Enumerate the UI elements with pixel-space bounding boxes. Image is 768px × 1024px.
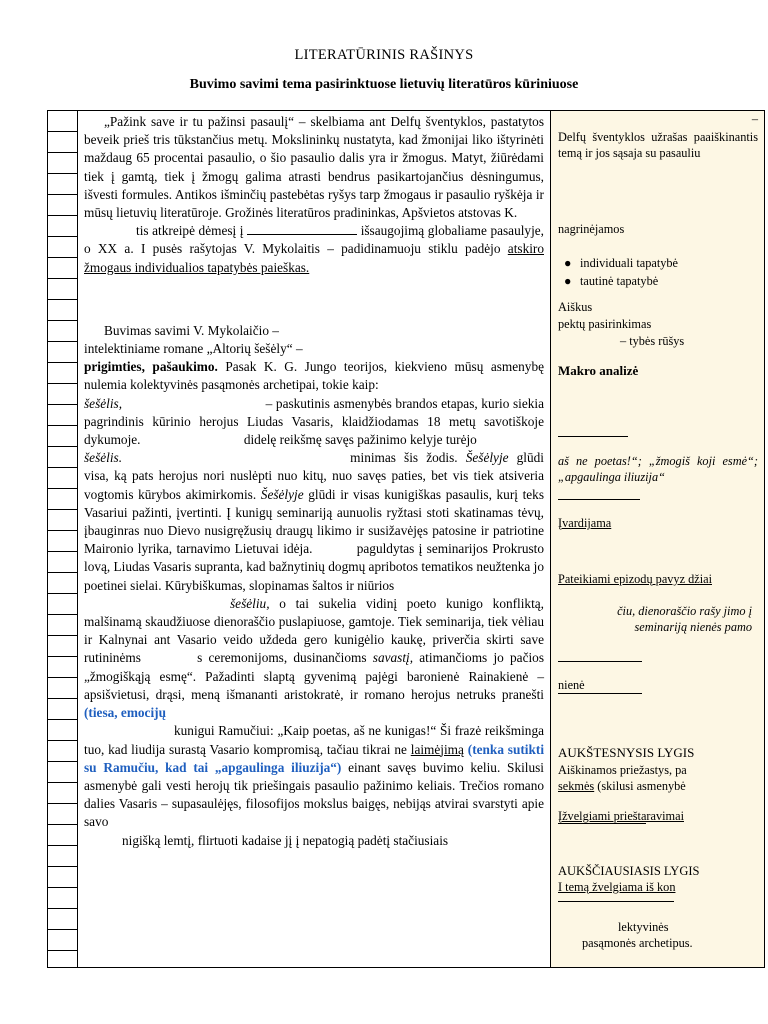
line-cell [47, 573, 77, 594]
side-comment: – tybės rūšys [620, 334, 685, 348]
side-bullet-2: ● tautinė tapatybė [564, 274, 659, 288]
side-comment-themes: nagrinėjamos [558, 222, 625, 236]
line-cell [47, 405, 77, 426]
intro-text-2: tis atkreipė dėmesį į [136, 223, 244, 239]
side-blank-line [558, 823, 646, 824]
side-comment-quote: aš ne poetas!“; „žmogiš koji esmė“; „apgaulinga iliuzija“ [558, 454, 758, 484]
side-bullet-1-text: individuali tapatybė [580, 256, 679, 270]
side-blank-line [558, 661, 642, 662]
side-comment: Įvardijama [558, 516, 612, 530]
line-cell [47, 846, 77, 867]
line-cell [47, 174, 77, 195]
side-comment: Pateikiami epizodų pavyz džiai [558, 572, 712, 586]
analysis-text: paguldytas į seminarijos Prokrusto lovą, Liudas Vasaris supranta, kad bažnytinių dogmų apribotos tematikos neužtenka jo poetinei sielai. Kūrybiškumas, slopinamas šaltos ir niūrios [84, 541, 544, 593]
line-cell [47, 153, 77, 174]
analysis-text: kunigui Ramučiui: „Kaip poetas, aš ne kunigas!“ Ši frazė reikšminga tuo, kad liudija surastą Vasario kompromisą, tačiau tikrai ne [84, 723, 544, 757]
line-cell [47, 426, 77, 447]
document-title: LITERATŪRINIS RAŠINYS [294, 47, 474, 63]
line-cell [47, 636, 77, 657]
analysis-bold: prigimties, pašaukimo. [84, 359, 218, 375]
side-comment: (skilusi asmenybė [597, 779, 686, 793]
side-blank-line [558, 901, 674, 902]
line-cell [47, 552, 77, 573]
line-cell [47, 342, 77, 363]
line-cell [47, 762, 77, 783]
line-cell [47, 384, 77, 405]
line-cell [47, 279, 77, 300]
line-cell [47, 489, 77, 510]
line-cell [47, 510, 77, 531]
underlined-term: laimėjimą [410, 741, 464, 757]
side-underlined: sekmės [558, 779, 595, 793]
side-comment: Aiškinamos priežastys, pa [558, 763, 687, 777]
side-blank-line [558, 693, 642, 694]
side-dash: – [751, 112, 758, 126]
line-cell [47, 930, 77, 951]
line-cell [47, 531, 77, 552]
margin-comments-column [551, 111, 764, 967]
side-heading-macro: Makro analizė [558, 363, 639, 378]
side-blank-line [558, 499, 640, 500]
line-cell [47, 615, 77, 636]
line-cell [47, 468, 77, 489]
intro-underlined: atskiro žmogaus individualios tapatybės paieškas. [84, 241, 544, 275]
analysis-text: minimas šis žodis. [350, 450, 458, 466]
line-cell [47, 678, 77, 699]
analysis-line2: intelektiniame romane „Altorių šešėly“ – [84, 341, 303, 357]
line-cell [47, 720, 77, 741]
side-comment: čiu, dienoraščio rašy jimo į seminariją nienės pamo [617, 604, 752, 634]
side-comment: Įžvelgiami prieštaravimai [558, 809, 684, 823]
intro-text: „Pažink save ir tu pažinsi pasaulį“ – skelbiama ant Delfų šventyklos, pastatytos beveik prieš tris tūkstančius metų. Mokslininkų nustatyta, kad žmonijai liko ištyrinėti maždaug 65 procentai pasaulio, o šio pasaulio dalis yra ir žmogus. Matyt, žiūrėdami tiek į gamtą, tiek į žmogų galima atrasti bendrus pasikartojančius dėsningumus, išvesti formules. Antikos išminčių pastebėtas ryšys tarp žmogaus ir pasaulio ryškėja ir mūsų lietuvių literatūroje. Grožinės literatūros pradininkas, Apšvietos atstovas K. [84, 114, 544, 221]
line-cell [47, 258, 77, 279]
analysis-text: o tai sukelia vidinį poeto kunigo konfliktą, malšinamą skaudžiuose dienoraščio puslapiuose, gamtoje. Tiek seminarija, tiek vėliau ir Kalnynai ant Vasario veido uždeda gero kunigėlio kaukę, priverčia skirti save rutininėms [84, 595, 545, 666]
analysis-text: atimančioms jo pačios „žmogiškąją esmę“. Pažadinti slaptą gyvenimą pajėgi baronienė Rainakienė – apsišvietusi, drąsi, meną išmananti aristokratė, ir romano herojus netruks pranešti [84, 650, 544, 702]
line-cell [47, 594, 77, 615]
side-comment: Aiškus [558, 300, 593, 314]
analysis-text: nigišką lemtį, flirtuoti kadaise jį į nepatogią padėtį stačiusiais [122, 832, 449, 848]
paragraph-analysis [84, 322, 544, 850]
line-cell [47, 363, 77, 384]
side-heading-highest-level: AUKŠČIAUSIASIS LYGIS [558, 864, 700, 878]
line-cell [47, 783, 77, 804]
side-comment: pektų pasirinkimas [558, 317, 652, 331]
line-cell [47, 657, 77, 678]
analysis-text: didelę reikšmę savęs pažinimo kelyje turėjo [243, 432, 477, 448]
analysis-text: glūdi ir visas kunigiškas pasaulis, kurį teks Vasariui pažinti, įvertinti. Į kunigų seminariją aunuolis ryžtasi stoti skatinamas tėvų, įbauginras nuo Dievo nusigręžusių draugų likimo ir susižavėjęs patosine ir patriotine Maironio lyrika, tarnavimo Lietuvai idėja. [84, 486, 544, 557]
analysis-text: s ceremonijoms, dusinančioms [197, 650, 367, 666]
analysis-text: – paskutinis asmenybės brandos etapas, kurio siekia pagrindinis kūrinio herojus Liudas Vasaris, klaidžiodamas 18 metų savotiškoje dykumoje. [84, 395, 545, 448]
line-cell [47, 825, 77, 846]
italic-term: šešėlis, [84, 395, 123, 411]
paragraph-intro [84, 113, 544, 277]
italic-term: Šešėlyje [260, 486, 304, 502]
italic-term: savastį, [372, 650, 414, 666]
line-cell [47, 132, 77, 153]
essay-body [84, 113, 544, 850]
line-cell [47, 300, 77, 321]
side-comment: nienė [558, 678, 585, 692]
side-comment-delfu: Delfų šventyklos užrašas paaiškinantis temą ir jos sąsaja su pasauliu [558, 130, 758, 160]
line-cell [47, 699, 77, 720]
side-comment: pasąmonės archetipus. [582, 936, 693, 950]
line-cell [47, 321, 77, 342]
line-cell [47, 110, 77, 132]
teacher-comment: (tenka sutikti su Ramučiu, kad tai „apgaulinga iliuzija“) [84, 741, 545, 775]
line-cell [47, 909, 77, 930]
teacher-comment: (tiesa, emocijų [84, 705, 166, 721]
side-comment: lektyvinės [618, 920, 669, 934]
line-cell [47, 804, 77, 825]
line-cell [47, 237, 77, 258]
italic-term: šešėlis. [84, 450, 123, 466]
side-blank-line [558, 436, 628, 437]
line-cell [47, 447, 77, 468]
side-bullet-2-text: tautinė tapatybė [580, 274, 659, 288]
side-bullet-1: ● individuali tapatybė [564, 256, 679, 270]
analysis-text: glūdi visa, ką pats herojus nori nuslėpti nuo kitų, nuo savęs paties, bet vis tiek atsiveria vogtomis kūrybos akimirkomis. [84, 450, 544, 502]
blank-line [247, 234, 357, 235]
analysis-text: Pasak K. G. Jungo teorijos, kiekvieno mūsų asmenybę nulemia kolektyvinės pasąmonės archetipai, tokie kaip: [84, 359, 544, 393]
side-comment-row [558, 778, 758, 794]
side-heading-higher-level: AUKŠTESNYSIS LYGIS [558, 745, 695, 760]
line-cell [47, 741, 77, 762]
intro-text-3: išsaugojimą globaliame pasaulyje, o XX a. I pusės rašytojas V. Mykolaitis – padidinamuoju stiklu padėjo [84, 223, 544, 257]
side-comment: I temą žvelgiama iš kon [558, 880, 676, 894]
document-subtitle: Buvimo savimi tema pasirinktuose lietuvių literatūros kūriniuose [189, 77, 579, 92]
analysis-text: einant savęs buvimo keliu. Skilusi asmenybė gali vesti herojų tik priešingais pasaulio pažinimo keliais. Trečios romano dalies Vasaris – supasaulėjęs, filosofijos mokslus baigęs, nebijąs atvirai svarstyti apie savo [84, 759, 544, 830]
italic-term: Šešėlyje [465, 450, 509, 466]
line-cell [47, 195, 77, 216]
line-cell [47, 867, 77, 888]
line-cell [47, 888, 77, 909]
analysis-line1: Buvimas savimi V. Mykolaičio – [104, 322, 279, 338]
line-number-column [47, 110, 78, 968]
line-cell [47, 216, 77, 237]
italic-term: šešėliu, [230, 595, 270, 611]
